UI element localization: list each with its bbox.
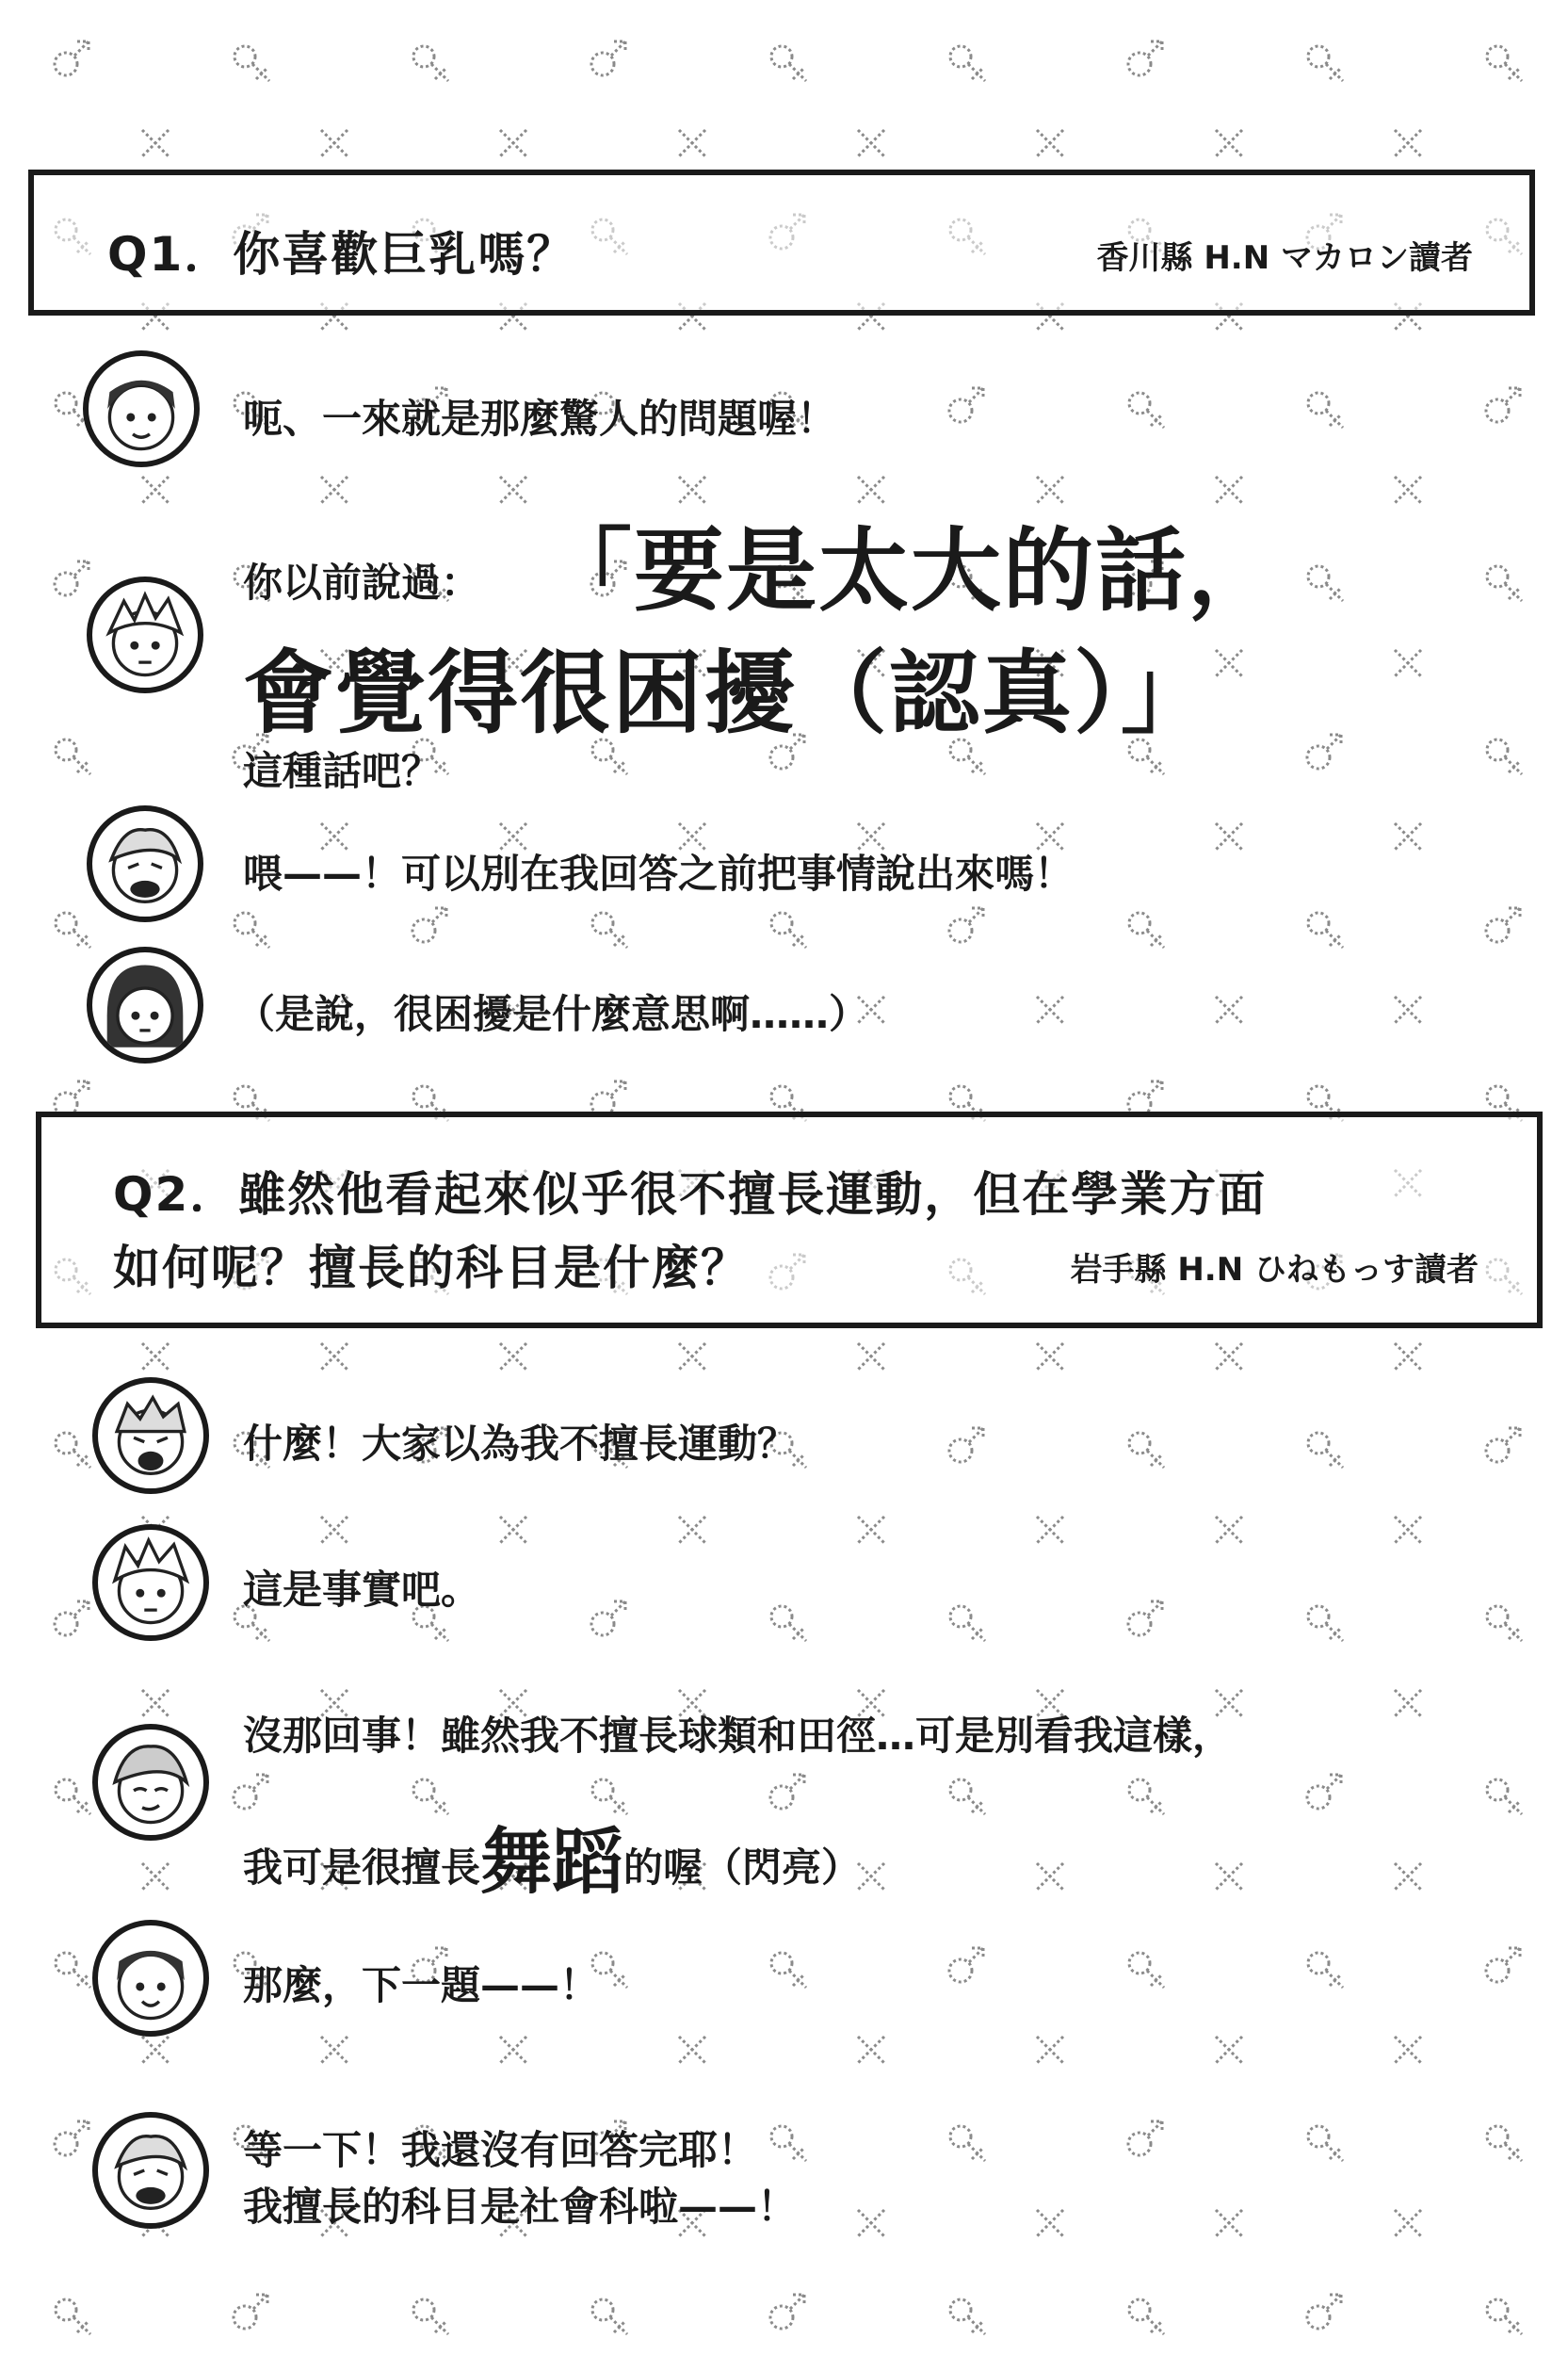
male-symbol-icon xyxy=(949,1428,983,1462)
female-symbol-icon xyxy=(950,2299,985,2334)
cross-mark-icon xyxy=(500,130,526,156)
male-symbol-icon xyxy=(1128,2121,1162,2155)
male-symbol-icon xyxy=(55,2121,89,2155)
male-symbol-icon xyxy=(1307,1775,1341,1809)
q2-line-5a: 等一下！我還沒有回答完耶！ xyxy=(243,2127,758,2173)
male-symbol-icon xyxy=(1486,1428,1520,1462)
cross-mark-icon xyxy=(500,2037,526,2063)
q2-line-3b-emphasis: 舞蹈 xyxy=(480,1820,624,1904)
female-symbol-icon xyxy=(771,46,806,81)
cross-mark-icon xyxy=(321,477,348,503)
question-2-title-line-1: Q2．雖然他看起來似乎很不擅長運動，但在學業方面 xyxy=(113,1167,1268,1222)
cross-mark-icon xyxy=(1395,1863,1421,1890)
male-symbol-icon xyxy=(1128,41,1162,75)
cross-mark-icon xyxy=(1037,2037,1063,2063)
male-symbol-icon xyxy=(1486,1948,1520,1982)
male-symbol-icon xyxy=(55,561,89,595)
female-symbol-icon xyxy=(771,913,806,948)
female-symbol-icon xyxy=(1487,566,1522,601)
cross-mark-icon xyxy=(858,1863,884,1890)
cross-mark-icon xyxy=(1037,997,1063,1023)
avatar-boy-shouting-2 xyxy=(92,1377,209,1494)
q1-line-2-prefix: 你以前說過： xyxy=(243,560,481,606)
male-symbol-icon xyxy=(1307,2295,1341,2329)
cross-mark-icon xyxy=(142,130,169,156)
female-symbol-icon xyxy=(56,1953,90,1988)
male-symbol-icon xyxy=(55,1081,89,1115)
q2-line-5b: 我擅長的科目是社會科啦——！ xyxy=(243,2184,798,2230)
cross-mark-icon xyxy=(679,130,705,156)
cross-mark-icon xyxy=(1395,1517,1421,1543)
female-symbol-icon xyxy=(950,2126,985,2161)
q2-line-3b xyxy=(243,1805,861,1908)
cross-mark-icon xyxy=(1216,997,1242,1023)
cross-mark-icon xyxy=(1395,2210,1421,2236)
female-symbol-icon xyxy=(1129,2299,1164,2334)
cross-mark-icon xyxy=(1037,1343,1063,1370)
male-symbol-icon xyxy=(234,1775,267,1809)
cross-mark-icon xyxy=(679,1517,705,1543)
male-symbol-icon xyxy=(234,2295,267,2329)
male-symbol-icon xyxy=(949,908,983,942)
female-symbol-icon xyxy=(1487,739,1522,774)
cross-mark-icon xyxy=(858,1517,884,1543)
female-symbol-icon xyxy=(234,46,269,81)
female-symbol-icon xyxy=(56,2299,90,2334)
female-symbol-icon xyxy=(771,1953,806,1988)
cross-mark-icon xyxy=(500,1343,526,1370)
cross-mark-icon xyxy=(142,1863,169,1890)
q1-line-2-emphasis-1: 「要是太大的話， xyxy=(542,518,1280,624)
male-symbol-icon xyxy=(949,1948,983,1982)
cross-mark-icon xyxy=(321,130,348,156)
male-symbol-icon xyxy=(1128,1601,1162,1635)
question-2-title-line-2: 如何呢？擅長的科目是什麼？ xyxy=(113,1241,750,1295)
female-symbol-icon xyxy=(413,2299,448,2334)
cross-mark-icon xyxy=(1037,1517,1063,1543)
female-symbol-icon xyxy=(1487,2126,1522,2161)
question-1-source: 香川縣 H.N マカロン讀者 xyxy=(1096,239,1473,277)
cross-mark-icon xyxy=(1216,130,1242,156)
male-symbol-icon xyxy=(1128,1081,1162,1115)
cross-mark-icon xyxy=(1037,1863,1063,1890)
cross-mark-icon xyxy=(142,1343,169,1370)
q2-line-2: 這是事實吧。 xyxy=(243,1567,481,1613)
question-1-title: Q1．你喜歡巨乳嗎？ xyxy=(107,227,576,282)
male-symbol-icon xyxy=(949,388,983,422)
cross-mark-icon xyxy=(858,2210,884,2236)
male-symbol-icon xyxy=(1486,908,1520,942)
male-symbol-icon xyxy=(770,2295,804,2329)
female-symbol-icon xyxy=(592,913,627,948)
male-symbol-icon xyxy=(770,1775,804,1809)
female-symbol-icon xyxy=(771,2126,806,2161)
avatar-boy-spiky xyxy=(92,1524,209,1641)
female-symbol-icon xyxy=(1308,46,1343,81)
cross-mark-icon xyxy=(1216,2210,1242,2236)
cross-mark-icon xyxy=(142,2037,169,2063)
cross-mark-icon xyxy=(858,2037,884,2063)
avatar-girl-2 xyxy=(92,1920,209,2037)
male-symbol-icon xyxy=(591,41,625,75)
cross-mark-icon xyxy=(858,1343,884,1370)
q1-line-3: 喂——！可以別在我回答之前把事情說出來嗎！ xyxy=(243,851,1075,897)
cross-mark-icon xyxy=(1395,997,1421,1023)
female-symbol-icon xyxy=(950,46,985,81)
cross-mark-icon xyxy=(500,1517,526,1543)
cross-mark-icon xyxy=(1216,1343,1242,1370)
female-symbol-icon xyxy=(56,1779,90,1814)
female-symbol-icon xyxy=(1129,913,1164,948)
cross-mark-icon xyxy=(321,2037,348,2063)
female-symbol-icon xyxy=(1308,393,1343,428)
cross-mark-icon xyxy=(1395,650,1421,676)
female-symbol-icon xyxy=(56,1433,90,1468)
male-symbol-icon xyxy=(55,1601,89,1635)
cross-mark-icon xyxy=(1216,2037,1242,2063)
female-symbol-icon xyxy=(1308,1433,1343,1468)
q2-line-3a: 沒那回事！雖然我不擅長球類和田徑…可是別看我這樣， xyxy=(243,1713,1233,1759)
female-symbol-icon xyxy=(1308,913,1343,948)
female-symbol-icon xyxy=(950,1606,985,1641)
female-symbol-icon xyxy=(1129,1779,1164,1814)
cross-mark-icon xyxy=(500,477,526,503)
cross-mark-icon xyxy=(1037,130,1063,156)
male-symbol-icon xyxy=(1486,388,1520,422)
female-symbol-icon xyxy=(1487,1779,1522,1814)
avatar-boy-shouting-3 xyxy=(92,2112,209,2229)
cross-mark-icon xyxy=(1216,823,1242,850)
q1-line-1: 呃、一來就是那麼驚人的問題喔！ xyxy=(243,396,837,442)
cross-mark-icon xyxy=(1395,823,1421,850)
avatar-boy-smug xyxy=(92,1724,209,1841)
female-symbol-icon xyxy=(1129,1953,1164,1988)
cross-mark-icon xyxy=(1395,477,1421,503)
question-2-box xyxy=(36,1112,1543,1328)
male-symbol-icon xyxy=(591,1601,625,1635)
female-symbol-icon xyxy=(413,46,448,81)
female-symbol-icon xyxy=(1487,46,1522,81)
cross-mark-icon xyxy=(1216,1517,1242,1543)
female-symbol-icon xyxy=(56,739,90,774)
q2-line-1: 什麼！大家以為我不擅長運動？ xyxy=(243,1421,798,1467)
female-symbol-icon xyxy=(592,2299,627,2334)
female-symbol-icon xyxy=(1129,393,1164,428)
cross-mark-icon xyxy=(679,1343,705,1370)
avatar-girl-dark-hair xyxy=(87,947,203,1064)
female-symbol-icon xyxy=(771,1606,806,1641)
avatar-boy-shouting xyxy=(87,805,203,922)
question-2-source: 岩手縣 H.N ひねもっす讀者 xyxy=(1070,1251,1479,1289)
cross-mark-icon xyxy=(321,1517,348,1543)
cross-mark-icon xyxy=(142,1690,169,1716)
female-symbol-icon xyxy=(1129,1433,1164,1468)
avatar-boy-blond xyxy=(87,577,203,693)
cross-mark-icon xyxy=(858,130,884,156)
cross-mark-icon xyxy=(1216,650,1242,676)
cross-mark-icon xyxy=(1216,1863,1242,1890)
female-symbol-icon xyxy=(234,913,269,948)
cross-mark-icon xyxy=(679,2037,705,2063)
q2-line-3b-prefix: 我可是很擅長 xyxy=(243,1844,481,1891)
cross-mark-icon xyxy=(1395,130,1421,156)
female-symbol-icon xyxy=(1308,1606,1343,1641)
male-symbol-icon xyxy=(412,908,446,942)
female-symbol-icon xyxy=(1487,2299,1522,2334)
female-symbol-icon xyxy=(1308,566,1343,601)
male-symbol-icon xyxy=(1307,735,1341,769)
cross-mark-icon xyxy=(1395,1343,1421,1370)
q2-line-3b-suffix: 的喔（閃亮） xyxy=(623,1844,862,1891)
female-symbol-icon xyxy=(1487,1606,1522,1641)
female-symbol-icon xyxy=(950,1779,985,1814)
q1-line-2-emphasis-2: 會覺得很困擾（認真）」 xyxy=(243,641,1213,746)
cross-mark-icon xyxy=(1037,2210,1063,2236)
female-symbol-icon xyxy=(1308,2126,1343,2161)
q1-line-4: （是說，很困擾是什麼意思啊……） xyxy=(235,991,869,1037)
avatar-girl-1 xyxy=(83,350,200,467)
male-symbol-icon xyxy=(591,1081,625,1115)
female-symbol-icon xyxy=(56,913,90,948)
male-symbol-icon xyxy=(55,41,89,75)
question-1-box xyxy=(28,170,1535,316)
cross-mark-icon xyxy=(142,477,169,503)
q2-line-4: 那麼，下一題——！ xyxy=(243,1962,600,2008)
cross-mark-icon xyxy=(321,1343,348,1370)
cross-mark-icon xyxy=(1395,1690,1421,1716)
q1-line-2-suffix: 這種話吧？ xyxy=(243,748,442,794)
female-symbol-icon xyxy=(1308,1953,1343,1988)
cross-mark-icon xyxy=(1395,2037,1421,2063)
